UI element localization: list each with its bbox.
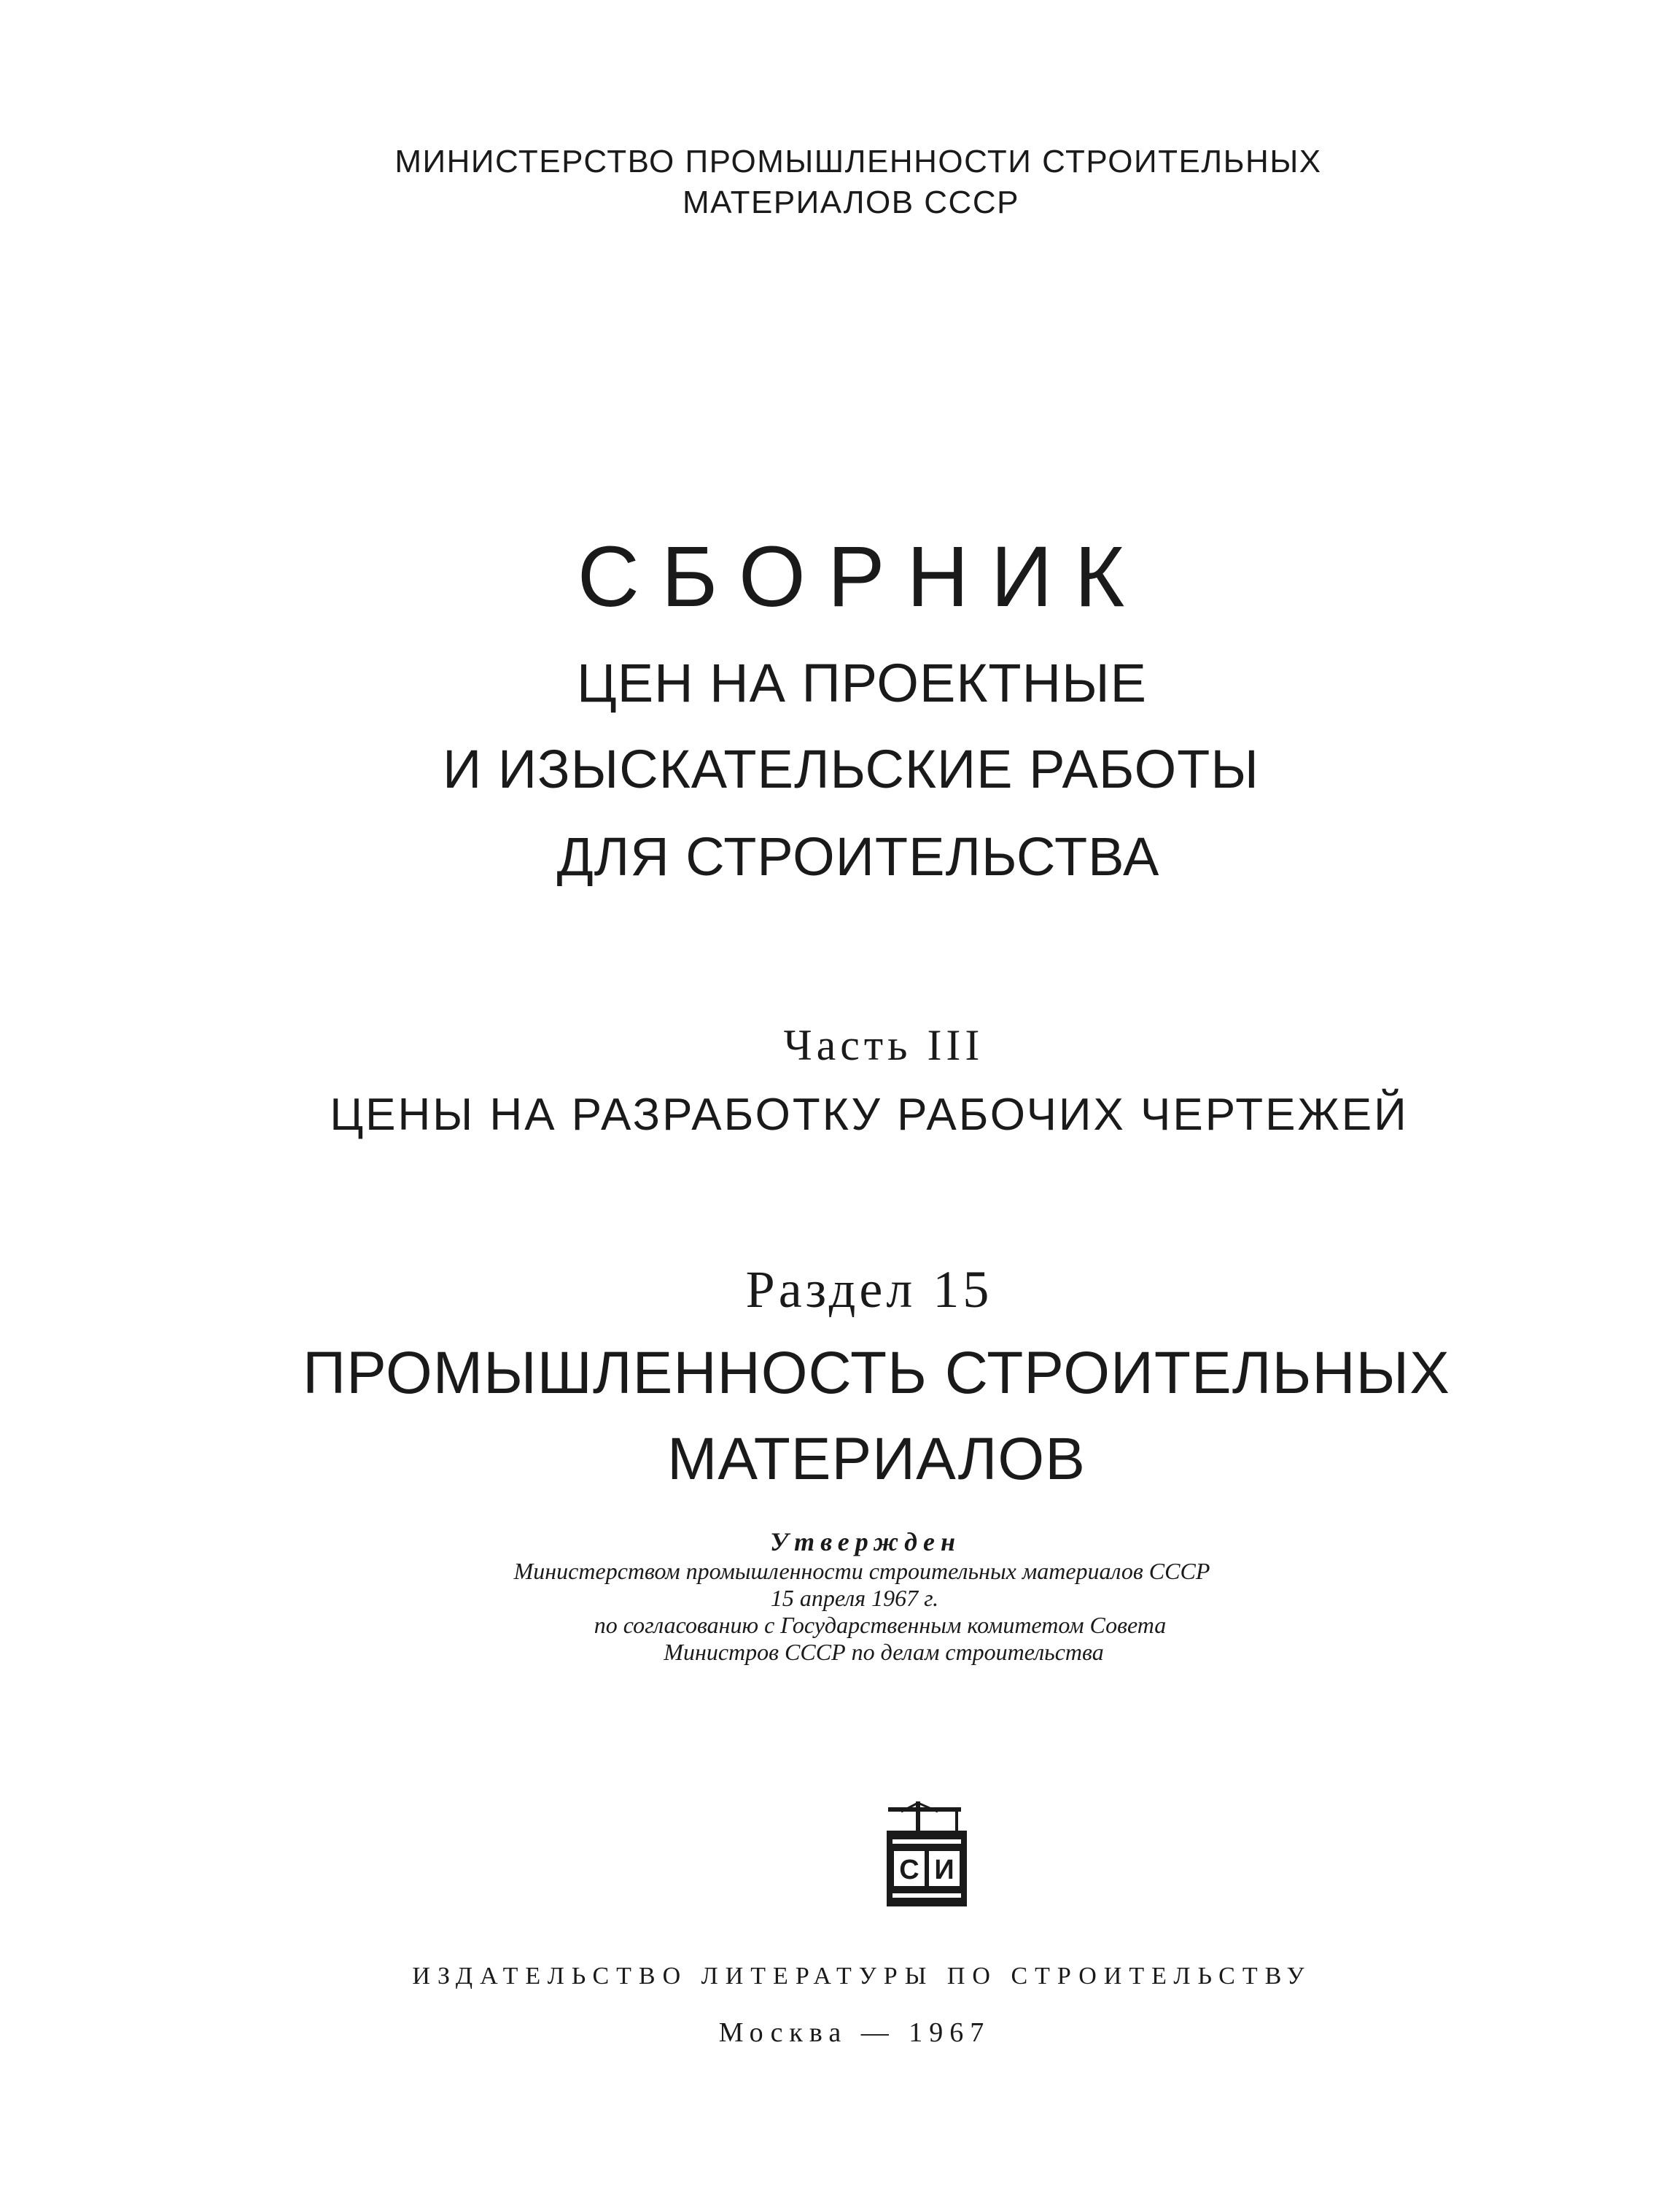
section-title-line-1: ПРОМЫШЛЕННОСТЬ СТРОИТЕЛЬНЫХ	[303, 1340, 1450, 1406]
part-number: Часть III	[783, 1021, 984, 1069]
approval-heading: Утвержден	[770, 1527, 961, 1556]
publisher-name: ИЗДАТЕЛЬСТВО ЛИТЕРАТУРЫ ПО СТРОИТЕЛЬСТВУ	[412, 1963, 1312, 1990]
collection-title: СБОРНИК	[577, 529, 1147, 625]
logo-letter-i: И	[934, 1855, 954, 1885]
part-title: ЦЕНЫ НА РАЗРАБОТКУ РАБОЧИХ ЧЕРТЕЖЕЙ	[330, 1090, 1409, 1140]
ministry-line-1: МИНИСТЕРСТВО ПРОМЫШЛЕННОСТИ СТРОИТЕЛЬНЫХ	[394, 144, 1322, 179]
section-number: Раздел 15	[745, 1260, 993, 1319]
approval-line-4: Министров СССР по делам строительства	[664, 1639, 1104, 1665]
approval-date: 15 апреля 1967 г.	[770, 1585, 939, 1611]
approval-line-3: по согласованию с Государственным комитетом Совета	[594, 1612, 1167, 1638]
approval-line-1: Министерством промышленности строительных материалов СССР	[513, 1558, 1210, 1584]
publisher-city-year: Москва — 1967	[718, 2017, 991, 2048]
publisher-logo-icon	[884, 1800, 970, 1909]
title-line-3: ДЛЯ СТРОИТЕЛЬСТВА	[556, 826, 1160, 887]
logo-letter-s: С	[899, 1855, 919, 1885]
section-title-line-2: МАТЕРИАЛОВ	[667, 1426, 1086, 1492]
title-line-2: И ИЗЫСКАТЕЛЬСКИЕ РАБОТЫ	[443, 739, 1259, 799]
title-line-1: ЦЕН НА ПРОЕКТНЫЕ	[577, 653, 1147, 713]
ministry-line-2: МАТЕРИАЛОВ СССР	[682, 185, 1019, 220]
